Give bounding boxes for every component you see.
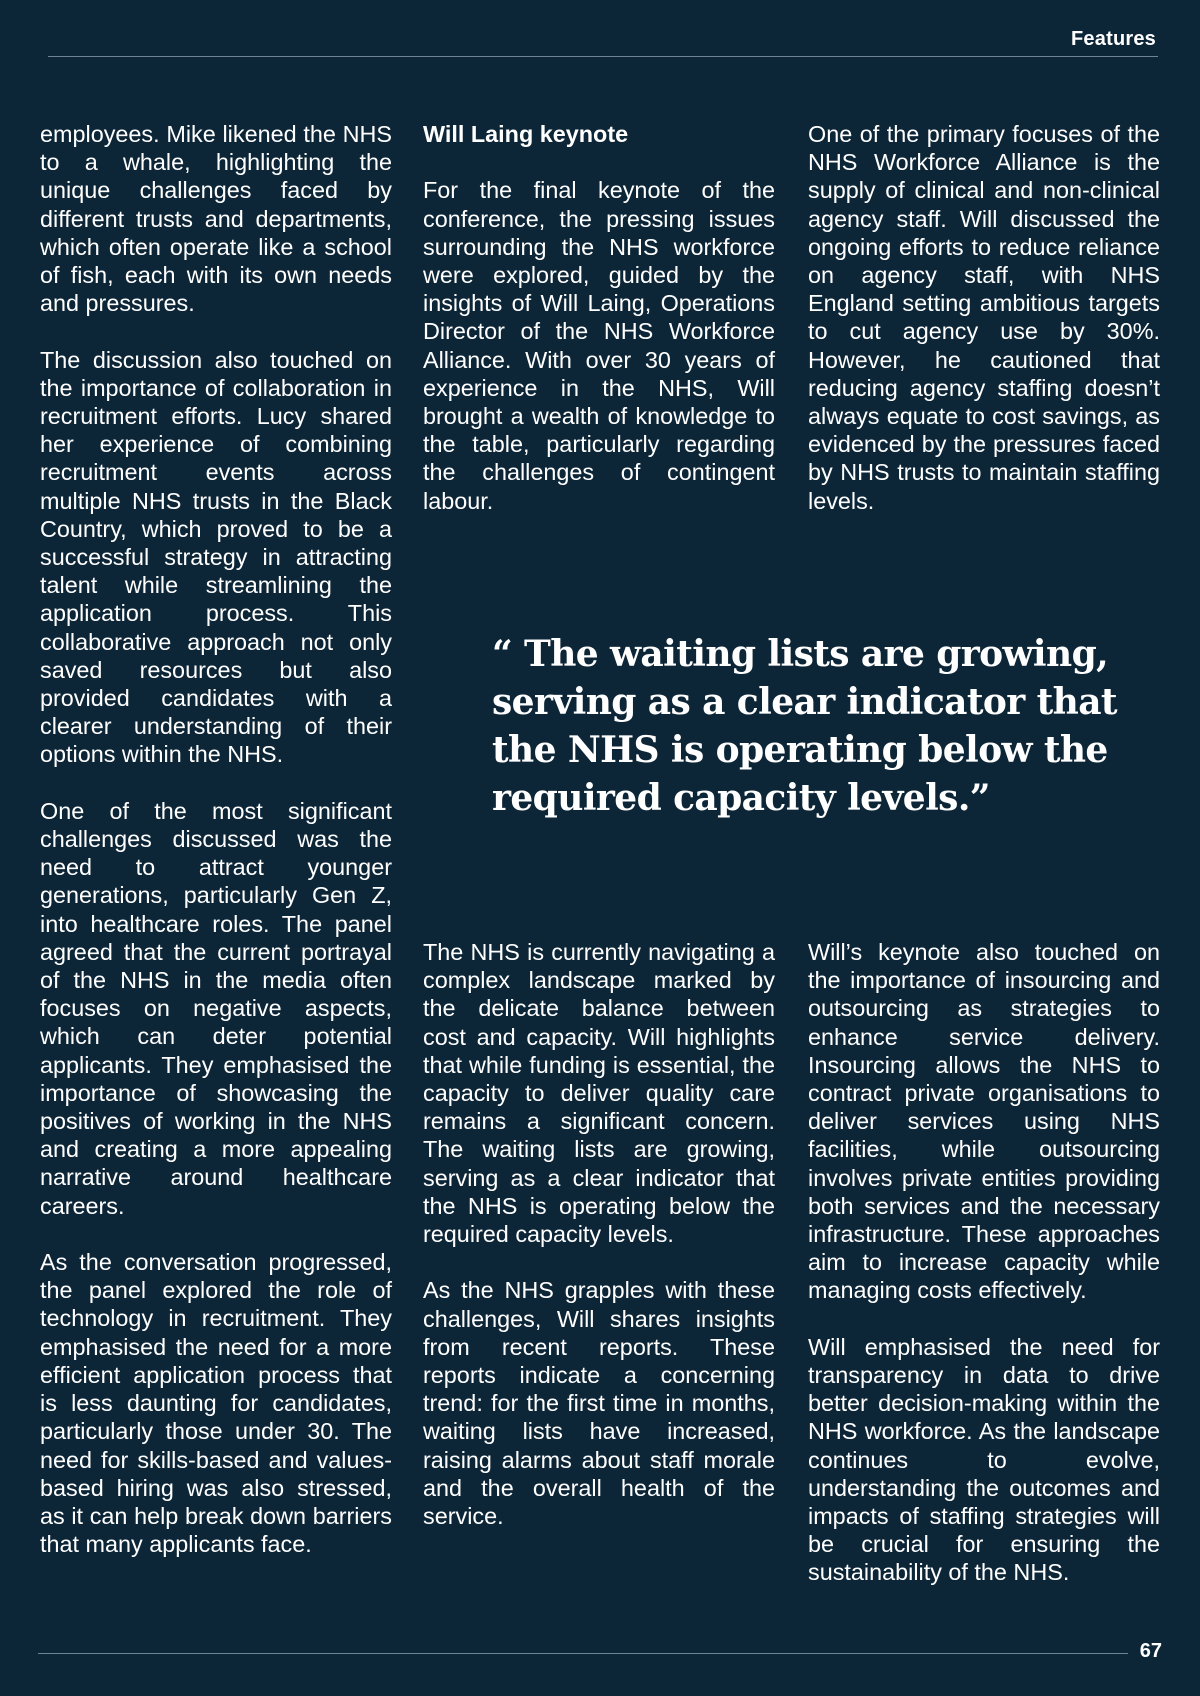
footer-divider	[38, 1653, 1128, 1654]
paragraph: Will emphasised the need for transparency in data to drive better decision-making within the NHS workforce. As the landscape continues to evolve, understanding the outcomes and impacts of staffing strategies will be crucial for ensuring the sustainability of the NHS.	[808, 1333, 1160, 1586]
section-subheading: Will Laing keynote	[423, 121, 629, 147]
paragraph: As the NHS grapples with these challenges, Will shares insights from recent reports. These reports indicate a concerning trend: for the first time in months, waiting lists have increased, raising alarms about staff morale and the overall health of the service.	[423, 1277, 775, 1530]
article-column-2-top	[423, 120, 775, 515]
section-label: Features	[1071, 28, 1156, 50]
article-column-2-bottom	[423, 938, 775, 1530]
paragraph: One of the most significant challenges discussed was the need to attract younger generations, particularly Gen Z, into healthcare roles. The panel agreed that the current portrayal of the NHS in the media often focuses on negative aspects, which can deter potential applicants. They emphasised the importance of showcasing the positives of working in the NHS and creating a more appealing narrative around healthcare careers.	[40, 797, 392, 1219]
pull-quote: “ The waiting lists are growing, serving as a clear indicator that the NHS is operating below the required capacity levels.”	[492, 633, 1117, 819]
paragraph: The discussion also touched on the importance of collaboration in recruitment efforts. Lucy shared her experience of combining recruitment events across multiple NHS trusts in the Black Country, which proved to be a successful strategy in attracting talent while streamlining the application process. This collaborative approach not only saved resources but also provided candidates with a clearer understanding of their options within the NHS.	[40, 346, 392, 768]
article-column-1	[40, 120, 392, 1558]
paragraph: Will’s keynote also touched on the importance of insourcing and outsourcing as strategies to enhance service delivery. Insourcing allows the NHS to contract private organisations to deliver services using NHS facilities, while outsourcing involves private entities providing both services and the necessary infrastructure. These approaches aim to increase capacity while managing costs effectively.	[808, 939, 1160, 1304]
paragraph: employees. Mike likened the NHS to a whale, highlighting the unique challenges faced by different trusts and departments, which often operate like a school of fish, each with its own needs and pressures.	[40, 121, 392, 317]
paragraph: For the final keynote of the conference, the pressing issues surrounding the NHS workforce were explored, guided by the insights of Will Laing, Operations Director of the NHS Workforce Alliance. With over 30 years of experience in the NHS, Will brought a wealth of knowledge to the table, particularly regarding the challenges of contingent labour.	[423, 177, 775, 514]
page-number: 67	[1139, 1640, 1162, 1662]
header-divider	[48, 56, 1158, 57]
article-column-3-top	[808, 120, 1160, 515]
article-column-3-bottom	[808, 938, 1160, 1587]
paragraph: As the conversation progressed, the panel explored the role of technology in recruitment. They emphasised the need for a more efficient application process that is less daunting for candidates, particularly those under 30. The need for skills-based and values-based hiring was also stressed, as it can help break down barriers that many applicants face.	[40, 1249, 392, 1558]
paragraph: The NHS is currently navigating a complex landscape marked by the delicate balance between cost and capacity. Will highlights that while funding is essential, the capacity to deliver quality care remains a significant concern. The waiting lists are growing, serving as a clear indicator that the NHS is operating below the required capacity levels.	[423, 939, 775, 1248]
paragraph: One of the primary focuses of the NHS Workforce Alliance is the supply of clinical and non-clinical agency staff. Will discussed the ongoing efforts to reduce reliance on agency staff, with NHS England setting ambitious targets to cut agency use by 30%. However, he cautioned that reducing agency staffing doesn’t always equate to cost savings, as evidenced by the pressures faced by NHS trusts to maintain staffing levels.	[808, 121, 1160, 514]
